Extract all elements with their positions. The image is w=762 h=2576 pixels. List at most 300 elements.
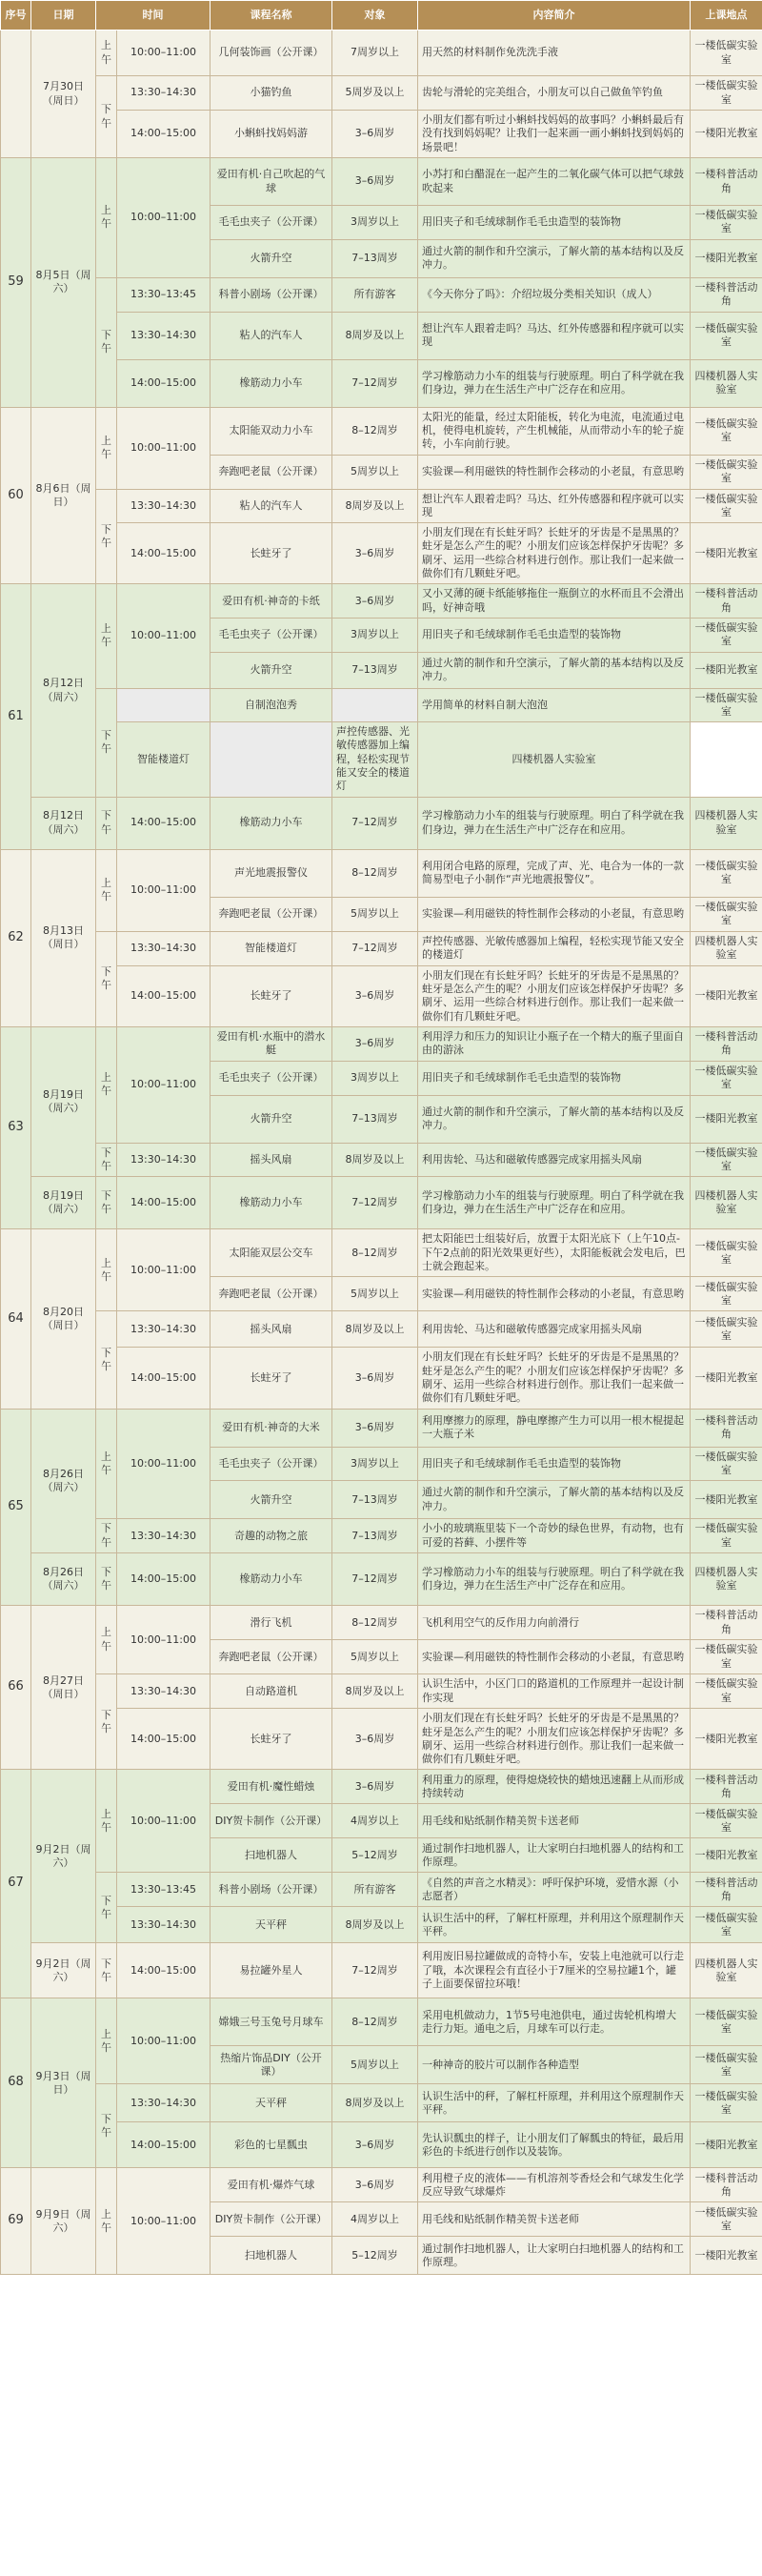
audience-cell: 5周岁以上 xyxy=(332,1640,418,1674)
audience-cell: 8–12周岁 xyxy=(332,849,418,897)
header-audience: 对象 xyxy=(332,1,418,30)
course-cell: 奔跑吧老鼠（公开课） xyxy=(211,1277,332,1311)
time-cell: 13:30–14:30 xyxy=(117,1519,211,1553)
course-cell: 小猫钓鱼 xyxy=(211,76,332,111)
period-cell: 上午 xyxy=(96,2168,117,2275)
course-cell: 爱田有机·魔性蜡烛 xyxy=(211,1770,332,1804)
audience-cell: 8周岁及以上 xyxy=(332,1143,418,1177)
location-cell: 四楼机器人实验室 xyxy=(691,1943,762,1998)
course-cell: DIY贺卡制作（公开课） xyxy=(211,1804,332,1838)
seq-cell: 63 xyxy=(1,1026,31,1229)
period-cell: 上午 xyxy=(96,1026,117,1143)
intro-cell: 又小又薄的硬卡纸能够拖住一瓶倒立的水杯而且不会滑出吗，好神奇哦 xyxy=(418,584,691,619)
course-cell: DIY贺卡制作（公开课） xyxy=(211,2202,332,2237)
period-cell: 下午 xyxy=(96,1519,117,1553)
course-cell: 长蛀牙了 xyxy=(211,1709,332,1770)
seq-cell: 60 xyxy=(1,407,31,584)
course-cell: 自动路道机 xyxy=(211,1674,332,1709)
schedule-row xyxy=(1,1229,762,1277)
location-cell: 一楼低碳实验室 xyxy=(691,1061,762,1095)
location-cell: 一楼低碳实验室 xyxy=(691,618,762,652)
course-cell: 爱田有机·神奇的大米 xyxy=(211,1409,332,1447)
period-cell: 上午 xyxy=(96,1770,117,1873)
intro-cell: 小朋友们现在有长蛀牙吗？长蛀牙的牙齿是不是黑黑的？蛀牙是怎么产生的呢？小朋友们应该怎样保护牙齿呢？多刷牙、运用一些综合材料进行创作。那让我们一起来做一做你们有几颗蛀牙吧。 xyxy=(418,965,691,1026)
audience-cell: 所有游客 xyxy=(332,1873,418,1907)
schedule-row xyxy=(1,30,762,76)
time-cell: 14:00–15:00 xyxy=(117,797,211,849)
seq-cell: 68 xyxy=(1,1998,31,2168)
intro-cell: 利用重力的原理，使得熄烧较快的蜡烛迅速翻上从而形成持续转动 xyxy=(418,1770,691,1804)
audience-cell: 8周岁及以上 xyxy=(332,489,418,523)
intro-cell: 学习橡筋动力小车的组装与行驶原理。明白了科学就在我们身边，弹力在生活生产中广泛存在和应用。 xyxy=(418,797,691,849)
location-cell: 一楼阳光教室 xyxy=(691,2237,762,2275)
location-cell: 一楼低碳实验室 xyxy=(691,688,762,722)
header-date: 日期 xyxy=(31,1,96,30)
audience-cell: 8周岁及以上 xyxy=(332,312,418,359)
schedule-row xyxy=(1,407,762,455)
course-cell: 科普小剧场（公开课） xyxy=(211,277,332,312)
time-cell: 14:00–15:00 xyxy=(117,2122,211,2168)
location-cell: 一楼低碳实验室 xyxy=(691,1143,762,1177)
time-cell: 10:00–11:00 xyxy=(117,2168,211,2275)
audience-cell: 3–6周岁 xyxy=(332,111,418,158)
period-cell: 上午 xyxy=(96,1229,117,1311)
course-cell: 毛毛虫夹子（公开课） xyxy=(211,618,332,652)
course-cell: 橡筋动力小车 xyxy=(211,1177,332,1229)
course-cell: 长蛀牙了 xyxy=(211,523,332,584)
audience-cell: 3–6周岁 xyxy=(332,584,418,619)
date-cell: 8月12日（周六） xyxy=(31,797,96,849)
course-cell: 毛毛虫夹子（公开课） xyxy=(211,206,332,240)
location-cell: 一楼科普活动角 xyxy=(691,1606,762,1640)
time-cell: 14:00–15:00 xyxy=(117,1553,211,1606)
intro-cell: 利用齿轮、马达和磁敏传感器完成家用摇头风扇 xyxy=(418,1311,691,1348)
date-cell: 9月2日（周六） xyxy=(31,1770,96,1943)
time-cell: 13:30–13:45 xyxy=(117,277,211,312)
period-cell: 下午 xyxy=(96,688,117,797)
period-cell: 上午 xyxy=(96,1409,117,1519)
intro-cell: 用毛线和贴纸制作精美贺卡送老师 xyxy=(418,2202,691,2237)
time-cell: 13:30–14:30 xyxy=(117,2084,211,2122)
course-cell: 天平秤 xyxy=(211,1907,332,1943)
intro-cell: 小苏打和白醋混在一起产生的二氧化碳气体可以把气球鼓吹起来 xyxy=(418,158,691,206)
intro-cell: 通过火箭的制作和升空演示，了解火箭的基本结构以及反冲力。 xyxy=(418,652,691,688)
location-cell: 一楼科普活动角 xyxy=(691,1770,762,1804)
intro-cell: 《今天你分了吗》：介绍垃圾分类相关知识（成人） xyxy=(418,277,691,312)
course-cell: 爱田有机·自己吹起的气球 xyxy=(211,158,332,206)
location-cell: 一楼低碳实验室 xyxy=(691,2202,762,2237)
intro-cell: 齿轮与滑轮的完美组合，小朋友可以自己做鱼竿钓鱼 xyxy=(418,76,691,111)
audience-cell: 8–12周岁 xyxy=(332,1606,418,1640)
location-cell: 一楼科普活动角 xyxy=(691,158,762,206)
location-cell: 一楼阳光教室 xyxy=(691,1709,762,1770)
period-cell: 下午 xyxy=(96,1943,117,1998)
period-cell: 下午 xyxy=(96,1553,117,1606)
audience-cell: 5–12周岁 xyxy=(332,1838,418,1873)
location-cell: 一楼阳光教室 xyxy=(691,652,762,688)
time-cell: 14:00–15:00 xyxy=(117,965,211,1026)
period-cell: 上午 xyxy=(96,849,117,931)
audience-cell: 7–13周岁 xyxy=(332,239,418,277)
audience-cell: 3–6周岁 xyxy=(332,158,418,206)
location-cell: 一楼科普活动角 xyxy=(691,2168,762,2202)
seq-cell: 64 xyxy=(1,1229,31,1409)
location-cell: 一楼阳光教室 xyxy=(691,1838,762,1873)
time-cell: 10:00–11:00 xyxy=(117,1229,211,1311)
intro-cell: 利用摩擦力的原理，静电摩擦产生力可以用一根木棍提起一大瓶子米 xyxy=(418,1409,691,1447)
period-cell: 下午 xyxy=(96,489,117,584)
audience-cell: 7–12周岁 xyxy=(332,1177,418,1229)
audience-cell: 8–12周岁 xyxy=(332,407,418,455)
location-cell: 一楼低碳实验室 xyxy=(691,1804,762,1838)
intro-cell: 太阳光的能量，经过太阳能板，转化为电流，电流通过电机，使得电机旋转，产生机械能，从而带动小车的轮子旋转，小车向前行驶。 xyxy=(418,407,691,455)
course-cell: 橡筋动力小车 xyxy=(211,1553,332,1606)
audience-cell: 3–6周岁 xyxy=(332,1709,418,1770)
date-cell: 8月5日（周六） xyxy=(31,158,96,408)
time-cell: 14:00–15:00 xyxy=(117,359,211,407)
audience-cell: 3–6周岁 xyxy=(332,523,418,584)
date-cell: 8月19日（周六） xyxy=(31,1177,96,1229)
course-cell: 声光地震报警仪 xyxy=(211,849,332,897)
header-seq: 序号 xyxy=(1,1,31,30)
time-cell: 10:00–11:00 xyxy=(117,1770,211,1873)
schedule-row xyxy=(1,1606,762,1640)
location-cell: 一楼阳光教室 xyxy=(691,239,762,277)
location-cell: 一楼阳光教室 xyxy=(691,1095,762,1143)
intro-cell: 飞机利用空气的反作用力向前滑行 xyxy=(418,1606,691,1640)
audience-cell: 8–12周岁 xyxy=(332,1998,418,2046)
time-cell: 10:00–11:00 xyxy=(117,1409,211,1519)
course-cell: 奔跑吧老鼠（公开课） xyxy=(211,897,332,931)
location-cell: 一楼阳光教室 xyxy=(691,1348,762,1409)
audience-cell: 3–6周岁 xyxy=(332,965,418,1026)
time-cell: 13:30–14:30 xyxy=(117,312,211,359)
audience-cell: 7–12周岁 xyxy=(332,359,418,407)
location-cell: 一楼科普活动角 xyxy=(691,277,762,312)
period-cell: 下午 xyxy=(96,1674,117,1770)
intro-cell: 通过火箭的制作和升空演示，了解火箭的基本结构以及反冲力。 xyxy=(418,1095,691,1143)
period-cell: 上午 xyxy=(96,584,117,688)
intro-cell: 学用简单的材料自制大泡泡 xyxy=(418,688,691,722)
intro-cell: 学习橡筋动力小车的组装与行驶原理。明白了科学就在我们身边，弹力在生活生产中广泛存在和应用。 xyxy=(418,1177,691,1229)
location-cell: 一楼低碳实验室 xyxy=(691,407,762,455)
intro-cell: 通过火箭的制作和升空演示，了解火箭的基本结构以及反冲力。 xyxy=(418,239,691,277)
audience-cell: 7–12周岁 xyxy=(332,797,418,849)
location-cell: 四楼机器人实验室 xyxy=(691,1553,762,1606)
time-cell: 10:00–11:00 xyxy=(117,1026,211,1143)
location-cell: 一楼低碳实验室 xyxy=(691,1674,762,1709)
time-cell: 10:00–11:00 xyxy=(117,158,211,278)
seq-cell: 62 xyxy=(1,849,31,1026)
location-cell: 一楼低碳实验室 xyxy=(691,1907,762,1943)
intro-cell: 通过制作扫地机器人，让大家明白扫地机器人的结构和工作原理。 xyxy=(418,2237,691,2275)
course-cell: 科普小剧场（公开课） xyxy=(211,1873,332,1907)
schedule-row xyxy=(1,849,762,897)
schedule-row xyxy=(1,2084,762,2122)
period-cell: 上午 xyxy=(96,1998,117,2084)
course-cell: 自制泡泡秀 xyxy=(211,688,332,722)
audience-cell: 8周岁及以上 xyxy=(332,1907,418,1943)
location-cell: 一楼低碳实验室 xyxy=(691,30,762,76)
location-cell: 一楼低碳实验室 xyxy=(691,897,762,931)
location-cell: 一楼阳光教室 xyxy=(691,1481,762,1519)
time-cell: 14:00–15:00 xyxy=(117,1177,211,1229)
audience-cell: 7–13周岁 xyxy=(332,1519,418,1553)
intro-cell: 用旧夹子和毛绒球制作毛毛虫造型的装饰物 xyxy=(418,1061,691,1095)
course-cell: 爱田有机·神奇的卡纸 xyxy=(211,584,332,619)
course-cell: 扫地机器人 xyxy=(211,2237,332,2275)
audience-cell: 3周岁以上 xyxy=(332,618,418,652)
time-cell: 10:00–11:00 xyxy=(117,849,211,931)
audience-cell: 3–6周岁 xyxy=(332,2122,418,2168)
intro-cell: 先认识瓢虫的样子，让小朋友们了解瓢虫的特征，最后用彩色的卡纸进行创作以及装饰。 xyxy=(418,2122,691,2168)
time-cell: 14:00–15:00 xyxy=(117,1943,211,1998)
intro-cell: 利用浮力和压力的知识让小瓶子在一个精大的瓶子里面自由的游泳 xyxy=(418,1026,691,1061)
course-cell: 嫦娥三号玉兔号月球车 xyxy=(211,1998,332,2046)
intro-cell: 实验课—利用磁铁的特性制作会移动的小老鼠，有意思哟 xyxy=(418,897,691,931)
time-cell: 14:00–15:00 xyxy=(117,1348,211,1409)
period-cell: 上午 xyxy=(96,30,117,76)
date-cell: 7月30日（周日） xyxy=(31,30,96,158)
audience-cell: 3–6周岁 xyxy=(332,1770,418,1804)
period-cell: 下午 xyxy=(96,1143,117,1177)
location-cell: 一楼低碳实验室 xyxy=(691,2046,762,2084)
location-cell: 四楼机器人实验室 xyxy=(418,722,691,797)
location-cell: 一楼科普活动角 xyxy=(691,1026,762,1061)
intro-cell: 小朋友们现在有长蛀牙吗？长蛀牙的牙齿是不是黑黑的？蛀牙是怎么产生的呢？小朋友们应该怎样保护牙齿呢？多刷牙、运用一些综合材料进行创作。那让我们一起来做一做你们有几颗蛀牙吧。 xyxy=(418,1348,691,1409)
header-location: 上课地点 xyxy=(691,1,762,30)
intro-cell: 实验课—利用磁铁的特性制作会移动的小老鼠，有意思哟 xyxy=(418,1277,691,1311)
course-cell: 热缩片饰品DIY（公开课） xyxy=(211,2046,332,2084)
date-cell: 9月3日（周日） xyxy=(31,1998,96,2168)
time-cell: 10:00–11:00 xyxy=(117,407,211,489)
audience-cell: 3周岁以上 xyxy=(332,1061,418,1095)
date-cell: 8月26日（周六） xyxy=(31,1409,96,1553)
course-cell: 易拉罐外星人 xyxy=(211,1943,332,1998)
seq-cell: 67 xyxy=(1,1770,31,1998)
location-cell: 一楼低碳实验室 xyxy=(691,1277,762,1311)
schedule-row xyxy=(1,1311,762,1348)
schedule-row xyxy=(1,158,762,206)
schedule-row xyxy=(1,1026,762,1061)
course-cell: 火箭升空 xyxy=(211,1095,332,1143)
course-cell: 智能楼道灯 xyxy=(117,722,211,797)
audience-cell: 5–12周岁 xyxy=(332,2237,418,2275)
intro-cell: 认识生活中的秤，了解杠杆原理，并利用这个原理制作天平秤。 xyxy=(418,2084,691,2122)
intro-cell: 把太阳能巴士组装好后，放置于太阳光底下（上午10点-下午2点前的阳光效果更好些），太阳能板就会发电后，巴士就会跑起来。 xyxy=(418,1229,691,1277)
schedule-row xyxy=(1,1177,762,1229)
period-cell: 下午 xyxy=(96,2084,117,2168)
period-cell: 上午 xyxy=(96,407,117,489)
period-cell: 下午 xyxy=(96,797,117,849)
intro-cell: 用旧夹子和毛绒球制作毛毛虫造型的装饰物 xyxy=(418,1447,691,1481)
location-cell: 一楼低碳实验室 xyxy=(691,76,762,111)
audience-cell: 7周岁以上 xyxy=(332,30,418,76)
course-cell: 火箭升空 xyxy=(211,1481,332,1519)
schedule-body xyxy=(1,30,762,2275)
date-cell: 8月13日（周日） xyxy=(31,849,96,1026)
location-cell: 四楼机器人实验室 xyxy=(691,1177,762,1229)
location-cell: 四楼机器人实验室 xyxy=(691,359,762,407)
course-cell: 长蛀牙了 xyxy=(211,1348,332,1409)
course-cell: 扫地机器人 xyxy=(211,1838,332,1873)
location-cell: 一楼阳光教室 xyxy=(691,111,762,158)
course-cell: 几何装饰画（公开课） xyxy=(211,30,332,76)
audience-cell: 4周岁以上 xyxy=(332,2202,418,2237)
intro-cell: 小朋友们现在有长蛀牙吗？长蛀牙的牙齿是不是黑黑的？蛀牙是怎么产生的呢？小朋友们应该怎样保护牙齿呢？多刷牙、运用一些综合材料进行创作。那让我们一起来做一做你们有几颗蛀牙吧。 xyxy=(418,523,691,584)
location-cell: 一楼科普活动角 xyxy=(691,584,762,619)
seq-cell: 61 xyxy=(1,584,31,849)
intro-cell: 小朋友们都有听过小蝌蚪找妈妈的故事吗？小蝌蚪最后有没有找到妈妈呢？让我们一起来画一画小蝌蚪找到妈妈的场景吧！ xyxy=(418,111,691,158)
schedule-row xyxy=(1,1519,762,1553)
time-cell: 10:00–11:00 xyxy=(117,1998,211,2084)
intro-cell: 实验课—利用磁铁的特性制作会移动的小老鼠，有意思哟 xyxy=(418,1640,691,1674)
time-cell: 14:00–15:00 xyxy=(117,523,211,584)
location-cell: 一楼低碳实验室 xyxy=(691,489,762,523)
seq-cell: 65 xyxy=(1,1409,31,1606)
header-row xyxy=(1,1,762,30)
course-cell: 摇头风扇 xyxy=(211,1143,332,1177)
seq-cell: 66 xyxy=(1,1606,31,1770)
location-cell: 一楼低碳实验室 xyxy=(691,1229,762,1277)
date-cell: 9月9日（周六） xyxy=(31,2168,96,2275)
intro-cell: 一种神奇的胶片可以制作各种造型 xyxy=(418,2046,691,2084)
date-cell: 8月27日（周日） xyxy=(31,1606,96,1770)
seq-cell: 59 xyxy=(1,158,31,408)
audience-cell: 3周岁以上 xyxy=(332,206,418,240)
intro-cell: 学习橡筋动力小车的组装与行驶原理。明白了科学就在我们身边，弹力在生活生产中广泛存在和应用。 xyxy=(418,1553,691,1606)
location-cell: 一楼低碳实验室 xyxy=(691,1640,762,1674)
date-cell: 9月2日（周六） xyxy=(31,1943,96,1998)
time-cell: 14:00–15:00 xyxy=(117,111,211,158)
location-cell: 一楼低碳实验室 xyxy=(691,849,762,897)
time-cell xyxy=(117,688,211,722)
schedule-row xyxy=(1,1674,762,1709)
intro-cell: 利用齿轮、马达和磁敏传感器完成家用摇头风扇 xyxy=(418,1143,691,1177)
period-cell: 下午 xyxy=(96,1311,117,1409)
period-cell: 下午 xyxy=(96,277,117,407)
audience-cell: 5周岁以上 xyxy=(332,2046,418,2084)
intro-cell: 小朋友们现在有长蛀牙吗？长蛀牙的牙齿是不是黑黑的？蛀牙是怎么产生的呢？小朋友们应该怎样保护牙齿呢？多刷牙、运用一些综合材料进行创作。那让我们一起来做一做你们有几颗蛀牙吧。 xyxy=(418,1709,691,1770)
location-cell: 一楼低碳实验室 xyxy=(691,1447,762,1481)
location-cell: 一楼阳光教室 xyxy=(691,523,762,584)
course-cell: 奔跑吧老鼠（公开课） xyxy=(211,1640,332,1674)
intro-cell: 小小的玻璃瓶里装下一个奇妙的绿色世界，有动物，也有可爱的苔藓、小摆件等 xyxy=(418,1519,691,1553)
date-cell: 8月6日（周日） xyxy=(31,407,96,584)
seq-cell: 69 xyxy=(1,2168,31,2275)
intro-cell: 用毛线和贴纸制作精美贺卡送老师 xyxy=(418,1804,691,1838)
schedule-row xyxy=(1,1943,762,1998)
location-cell: 一楼低碳实验室 xyxy=(691,455,762,489)
period-cell: 下午 xyxy=(96,1177,117,1229)
course-cell: 天平秤 xyxy=(211,2084,332,2122)
audience-cell: 8周岁及以上 xyxy=(332,1311,418,1348)
course-cell: 滑行飞机 xyxy=(211,1606,332,1640)
date-cell: 8月12日（周六） xyxy=(31,584,96,797)
intro-cell: 学习橡筋动力小车的组装与行驶原理。明白了科学就在我们身边，弹力在生活生产中广泛存在和应用。 xyxy=(418,359,691,407)
date-cell: 8月20日（周日） xyxy=(31,1229,96,1409)
schedule-row xyxy=(1,688,762,722)
intro-cell: 声控传感器、光敏传感器加上编程，轻松实现节能又安全的楼道灯 xyxy=(418,931,691,965)
intro-cell: 实验课—利用磁铁的特性制作会移动的小老鼠，有意思哟 xyxy=(418,455,691,489)
time-cell: 13:30–14:30 xyxy=(117,76,211,111)
schedule-row xyxy=(1,1143,762,1177)
schedule-row xyxy=(1,1998,762,2046)
audience-cell: 5周岁以上 xyxy=(332,1277,418,1311)
period-cell: 下午 xyxy=(96,76,117,158)
time-cell: 13:30–14:30 xyxy=(117,1907,211,1943)
audience-cell: 所有游客 xyxy=(332,277,418,312)
schedule-row xyxy=(1,1553,762,1606)
audience-cell: 3–6周岁 xyxy=(332,1026,418,1061)
schedule-row xyxy=(1,277,762,312)
location-cell: 一楼阳光教室 xyxy=(691,2122,762,2168)
schedule-row xyxy=(1,931,762,965)
location-cell: 一楼阳光教室 xyxy=(691,965,762,1026)
course-cell: 奇趣的动物之旅 xyxy=(211,1519,332,1553)
location-cell: 四楼机器人实验室 xyxy=(691,797,762,849)
course-cell: 太阳能双动力小车 xyxy=(211,407,332,455)
intro-cell: 利用橙子皮的液体——有机溶剂苓香烃会和气球发生化学反应导致气球爆炸 xyxy=(418,2168,691,2202)
location-cell: 一楼低碳实验室 xyxy=(691,2084,762,2122)
location-cell: 一楼科普活动角 xyxy=(691,1873,762,1907)
time-cell: 10:00–11:00 xyxy=(117,30,211,76)
course-cell: 火箭升空 xyxy=(211,239,332,277)
audience-cell: 8–12周岁 xyxy=(332,1229,418,1277)
date-cell: 8月19日（周六） xyxy=(31,1026,96,1177)
period-cell: 上午 xyxy=(96,1606,117,1674)
course-cell: 太阳能双层公交车 xyxy=(211,1229,332,1277)
audience-cell: 4周岁以上 xyxy=(332,1804,418,1838)
audience-cell: 7–12周岁 xyxy=(332,1553,418,1606)
course-cell: 摇头风扇 xyxy=(211,1311,332,1348)
time-cell: 13:30–14:30 xyxy=(117,1311,211,1348)
location-cell: 一楼低碳实验室 xyxy=(691,206,762,240)
audience-cell: 3–6周岁 xyxy=(332,1409,418,1447)
audience-cell: 3周岁以上 xyxy=(332,1447,418,1481)
schedule-row xyxy=(1,1873,762,1907)
seq-cell xyxy=(1,30,31,158)
course-cell: 彩色的七星瓢虫 xyxy=(211,2122,332,2168)
audience-cell: 3–6周岁 xyxy=(332,2168,418,2202)
course-cell: 毛毛虫夹子（公开课） xyxy=(211,1447,332,1481)
intro-cell: 通过火箭的制作和升空演示，了解火箭的基本结构以及反冲力。 xyxy=(418,1481,691,1519)
course-cell: 橡筋动力小车 xyxy=(211,359,332,407)
header-course: 课程名称 xyxy=(211,1,332,30)
time-cell: 14:00–15:00 xyxy=(117,1709,211,1770)
schedule-row xyxy=(1,76,762,111)
intro-cell: 认识生活中，小区门口的路道机的工作原理并一起设计制作实现 xyxy=(418,1674,691,1709)
period-cell: 下午 xyxy=(96,931,117,1026)
period-cell: 上午 xyxy=(96,158,117,278)
audience-cell: 8周岁及以上 xyxy=(332,2084,418,2122)
intro-cell: 《自然的声音之水精灵》：呼吁保护环境，爱惜水源（小志愿者） xyxy=(418,1873,691,1907)
course-cell: 粘人的汽车人 xyxy=(211,312,332,359)
course-cell: 爱田有机·爆炸气球 xyxy=(211,2168,332,2202)
audience-cell: 7–13周岁 xyxy=(332,1095,418,1143)
course-cell: 毛毛虫夹子（公开课） xyxy=(211,1061,332,1095)
time-cell: 13:30–13:45 xyxy=(117,1873,211,1907)
course-cell: 爱田有机·水瓶中的潜水艇 xyxy=(211,1026,332,1061)
intro-cell: 用天然的材料制作免洗洗手液 xyxy=(418,30,691,76)
schedule-row xyxy=(1,797,762,849)
intro-cell: 采用电机做动力，1节5号电池供电，通过齿轮机构增大走行力矩。通电之后，月球车可以行走。 xyxy=(418,1998,691,2046)
audience-cell: 7–12周岁 xyxy=(332,1943,418,1998)
intro-cell: 用旧夹子和毛绒球制作毛毛虫造型的装饰物 xyxy=(418,618,691,652)
course-cell: 橡筋动力小车 xyxy=(211,797,332,849)
intro-cell: 利用闭合电路的原理，完成了声、光、电合为一体的一款简易型电子小制作“声光地震报警仪”。 xyxy=(418,849,691,897)
time-cell: 13:30–14:30 xyxy=(117,489,211,523)
